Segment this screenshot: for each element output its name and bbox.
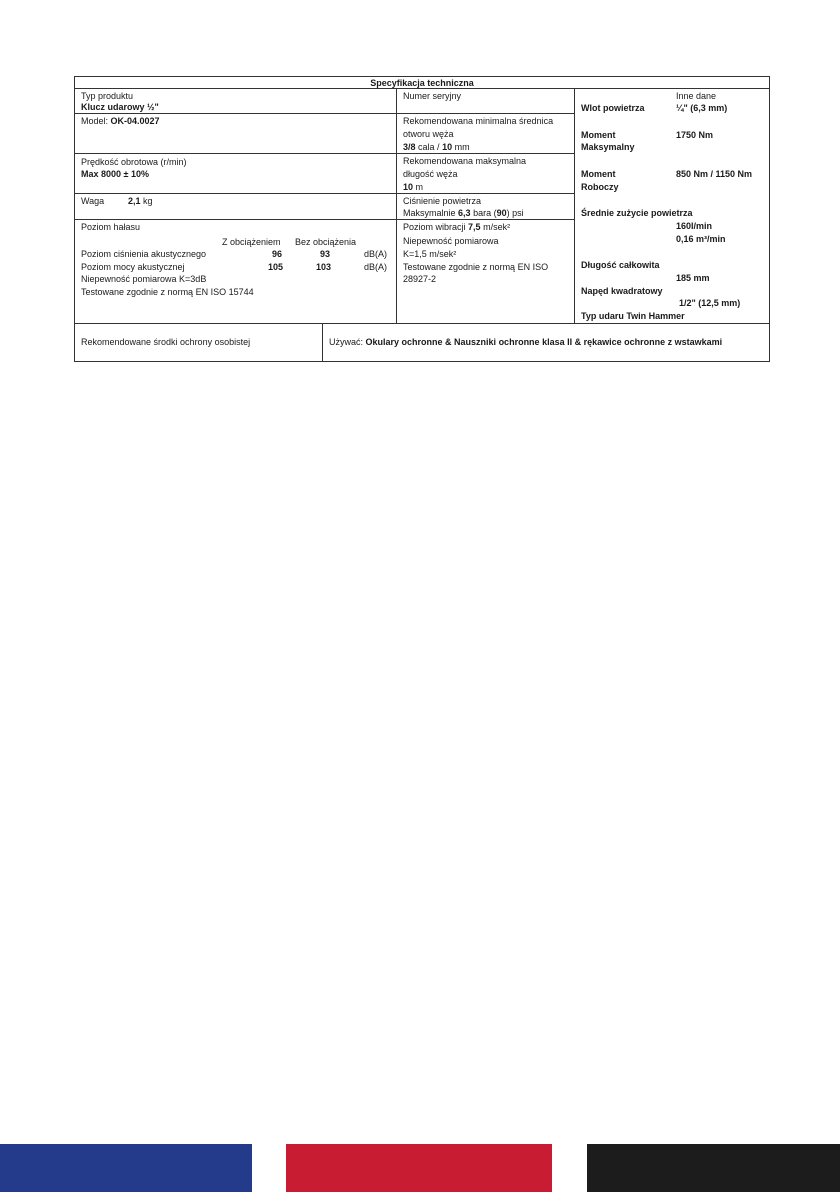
noise-label: Poziom hałasu — [81, 222, 141, 232]
noise-pressure-loaded: 96 — [272, 249, 283, 259]
hose-length-value-row — [403, 182, 423, 193]
hose-diameter-mm-unit: mm — [454, 142, 470, 152]
noise-power-unit: dB(A) — [364, 262, 388, 272]
footer-bar-blue — [0, 1144, 252, 1192]
ppe-row — [329, 337, 722, 348]
air-pressure-value-row — [403, 208, 524, 219]
air-pressure-label: Ciśnienie powietrza — [403, 196, 482, 206]
noise-power-loaded: 105 — [268, 262, 284, 272]
hose-diameter-mm: 10 — [442, 142, 453, 152]
speed-label: Prędkość obrotowa (r/min) — [81, 157, 187, 167]
drive-value: 1/2" (12,5 mm) — [679, 298, 741, 308]
noise-pressure-label: Poziom ciśnienia akustycznego — [81, 249, 207, 259]
speed-value: Max 8000 ± 10% — [81, 169, 149, 179]
air-pressure-bar-unit: bara ( — [473, 208, 497, 218]
serial-label: Numer seryjny — [403, 91, 462, 101]
product-type-label: Typ produktu — [81, 91, 134, 101]
air-inlet-value: ¼" (6,3 mm) — [676, 103, 728, 113]
drive-label: Napęd kwadratowy — [581, 286, 663, 296]
weight-value-row — [128, 196, 153, 207]
ppe-value: Okulary ochronne & Nauszniki ochronne klasa II & rękawice ochronne z wstawkami — [365, 337, 723, 347]
hose-diameter-line1: Rekomendowana minimalna średnica — [403, 116, 554, 126]
air-pressure-psi: 90 — [496, 208, 507, 218]
ppe-prefix: Używać: — [329, 337, 364, 347]
hose-diameter-line2: otworu węża — [403, 129, 454, 139]
noise-uncertainty: Niepewność pomiarowa K=3dB — [81, 274, 207, 284]
air-inlet-label: Wlot powietrza — [581, 103, 645, 113]
vibration-uncertainty-value: K=1,5 m/sek² — [403, 249, 457, 259]
vibration-standard-line1: Testowane zgodnie z normą EN ISO — [403, 262, 549, 272]
max-torque-label-2: Maksymalny — [581, 142, 635, 152]
vibration-prefix: Poziom wibracji — [403, 222, 466, 232]
spec-title: Specyfikacja techniczna — [370, 78, 474, 88]
model-value: OK-04.0027 — [110, 116, 160, 126]
impact-type: Typ udaru Twin Hammer — [581, 311, 685, 321]
vibration-uncertainty-label: Niepewność pomiarowa — [403, 236, 499, 246]
product-type-value: Klucz udarowy ½" — [81, 102, 159, 112]
noise-power-unloaded: 103 — [316, 262, 332, 272]
ppe-label: Rekomendowane środki ochrony osobistej — [81, 337, 251, 347]
air-pressure-bar: 6,3 — [458, 208, 471, 218]
other-header: Inne dane — [676, 91, 717, 101]
footer-bar-black — [587, 1144, 840, 1192]
work-torque-value: 850 Nm / 1150 Nm — [676, 169, 753, 179]
noise-power-label: Poziom mocy akustycznej — [81, 262, 185, 272]
noise-col-loaded: Z obciążeniem — [222, 237, 281, 247]
footer-bar-red — [286, 1144, 552, 1192]
vibration-standard-line2: 28927-2 — [403, 274, 437, 284]
hose-length-unit: m — [415, 182, 424, 192]
air-consumption-value-2: 0,16 m³/min — [676, 234, 726, 244]
model-row — [81, 116, 160, 127]
work-torque-label-1: Moment — [581, 169, 616, 179]
hose-length-value: 10 — [403, 182, 414, 192]
length-label: Długość całkowita — [581, 260, 660, 270]
vibration-row — [403, 222, 510, 233]
weight-value: 2,1 — [128, 196, 141, 206]
noise-pressure-unloaded: 93 — [320, 249, 331, 259]
weight-label: Waga — [81, 196, 105, 206]
max-torque-value: 1750 Nm — [676, 130, 714, 140]
air-consumption-value-1: 160l/min — [676, 221, 713, 231]
noise-standard: Testowane zgodnie z normą EN ISO 15744 — [81, 287, 254, 297]
hose-diameter-value-row — [403, 142, 470, 153]
length-value: 185 mm — [676, 273, 710, 283]
noise-pressure-unit: dB(A) — [364, 249, 388, 259]
max-torque-label-1: Moment — [581, 130, 616, 140]
vibration-value: 7,5 — [468, 222, 481, 232]
air-consumption-label: Średnie zużycie powietrza — [581, 208, 693, 218]
hose-diameter-inch: 3/8 — [403, 142, 416, 152]
hose-length-line1: Rekomendowana maksymalna — [403, 156, 527, 166]
air-pressure-prefix: Maksymalnie — [403, 208, 456, 218]
model-label: Model: — [81, 116, 109, 126]
vibration-unit: m/sek² — [483, 222, 511, 232]
noise-col-unloaded: Bez obciążenia — [295, 237, 357, 247]
weight-unit: kg — [143, 196, 153, 206]
hose-diameter-inch-unit: cala / — [418, 142, 440, 152]
hose-length-line2: długość węża — [403, 169, 458, 179]
work-torque-label-2: Roboczy — [581, 182, 619, 192]
air-pressure-psi-unit: ) psi — [506, 208, 524, 218]
